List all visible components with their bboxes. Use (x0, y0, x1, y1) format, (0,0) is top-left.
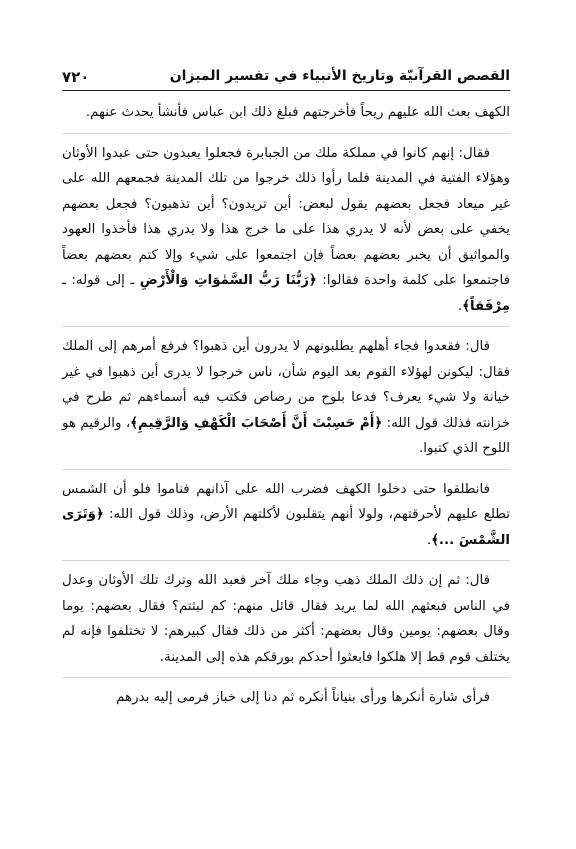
paragraph-divider (62, 469, 510, 470)
paragraph-end: . (457, 298, 463, 314)
quran-verse: ﴿رَبُّنَا رَبُّ السَّمٰوَاتِ وَالْأَرْضِ (139, 273, 317, 288)
paragraph-text: الكهف بعث الله عليهم ريحاً فأخرجتهم فبلغ ذلك ابن عباس فأنشأ يحدث عنهم. (85, 105, 510, 120)
paragraph-6 (62, 685, 510, 711)
quran-verse-end: مِرْفَقاً﴾ (462, 298, 510, 314)
page-number: ٧٢٠ (62, 68, 90, 86)
paragraph-text: قال: ثم إن ذلك الملك ذهب وجاء ملك آخر فعبد الله وترك تلك الأوثان وعدل في الناس فبعثهم الله لما يريد فقال قائل منهم: كم لبثتم؟ فقال بعضهم: يوما وقال بعضهم: يومين وقال بعضهم: أكثر من ذلك فقال كبيرهم: لا تختلفوا فإنه لم يختلف قوم قط إلا هلكوا فابعثوا أحدكم بورقكم هذه إلى المدينة. (62, 573, 510, 665)
book-title: القصص القرآنيّة وتاريخ الأنبياء في تفسير الميزان (169, 68, 510, 84)
running-header (62, 62, 510, 91)
paragraph-5 (62, 568, 510, 670)
paragraph-end: . (426, 532, 432, 548)
paragraph-text: قال: فقعدوا فجاء أهلهم يطلبونهم لا يدرون أين ذهبوا؟ فرفع أمرهم إلى الملك فقال: ليكونن لهؤلاء القوم بعد اليوم شأن، ناس خرجوا لا يدرى أين ذهبوا في غير خيانة ولا شيء يعرف؟ فدعا بلوح من رصاص فكتب فيه أسماءهم ثم طرح في خزانته فذلك قول الله: (62, 339, 510, 431)
paragraph-1 (62, 100, 510, 126)
paragraph-4 (62, 477, 510, 554)
paragraph-divider (62, 133, 510, 134)
paragraph-text: فانطلقوا حتى دخلوا الكهف فضرب الله على آذانهم فناموا فلو أن الشمس تطلع عليهم لأحرقتهم، ولولا أنهم يتقلبون لأكلتهم الأرض، وذلك قول الله: (62, 481, 510, 522)
paragraph-divider (62, 560, 510, 561)
paragraph-text: فقال: إنهم كانوا في مملكة ملك من الجبابرة فجعلوا يعبدون حتى عبدوا الأوثان وهؤلاء الفتية في المدينة فلما رأوا ذلك خرجوا من تلك المدينة فجمعهم الله على غير ميعاد فجعل بعضهم يقول لبعض: أين تريدون؟ أين تذهبون؟ فجعل بعضهم يخفي على بعض لأنه لا يدري هذا على ما خرج هذا ولا يدري هذا فأخذوا العهود والمواثيق أن يخبر بعضهم بعضاً فإن اجتمعوا على شيء وإلا كتم بعضهم بعضاً فاجتمعوا على كلمة واحدة فقالوا: (62, 145, 510, 288)
paragraph-3 (62, 334, 510, 462)
quran-verse: ﴿أَمْ حَسِبْتَ أَنَّ أَصْحَابَ الْكَهْفِ وَالرَّقِيمِ﴾ (130, 415, 383, 431)
quran-verse: ﴿وَتَرَى الشَّمْسَ ...﴾ (62, 507, 510, 548)
paragraph-text: فرأى شارة أنكرها ورأى بنياناً أنكره ثم دنا إلى خباز فرمى إليه بدرهم (116, 690, 490, 705)
paragraph-divider (62, 326, 510, 327)
paragraph-divider (62, 677, 510, 678)
paragraph-connector: ـ إلى قوله: ـ (62, 273, 140, 288)
paragraph-2 (62, 141, 510, 320)
paragraph-end: ، والرقيم هو اللوح الذي كتبوا. (62, 415, 510, 456)
page-body (62, 100, 510, 711)
